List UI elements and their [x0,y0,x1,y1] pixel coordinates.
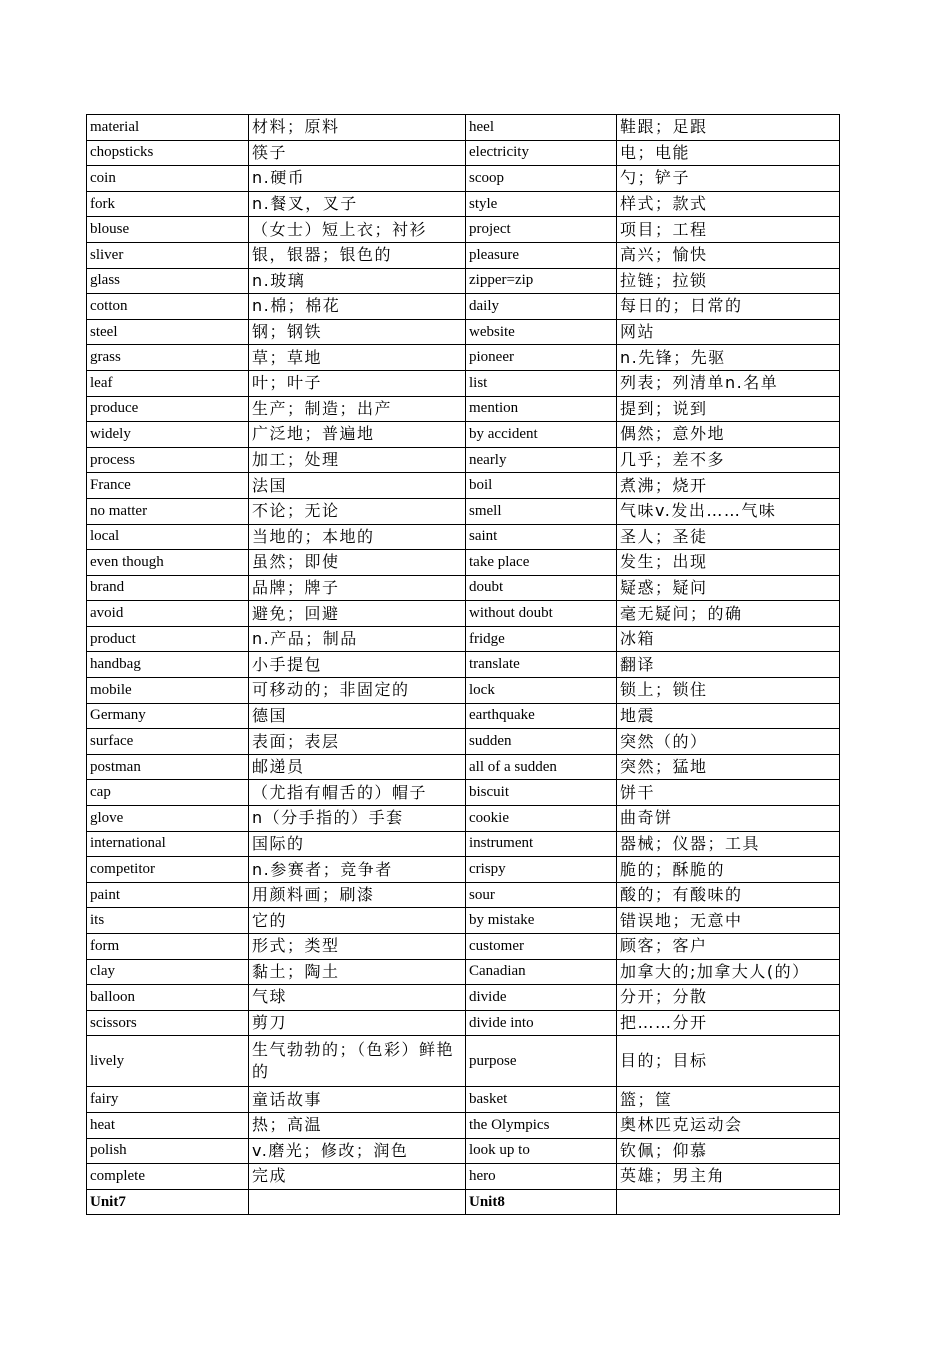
vocabulary-table [86,114,840,1215]
meaning-left-cell: 热；高温 [249,1112,466,1138]
word-right-cell: scoop [466,166,617,192]
word-right-cell: electricity [466,140,617,166]
word-right-cell: biscuit [466,780,617,806]
meaning-right-cell: 提到；说到 [617,396,840,422]
meaning-left-cell: 黏土；陶土 [249,959,466,985]
word-left-cell: competitor [87,857,249,883]
word-right-cell: divide [466,985,617,1011]
word-left-cell: its [87,908,249,934]
meaning-left-cell: n.餐叉，叉子 [249,191,466,217]
meaning-right-cell: 钦佩；仰慕 [617,1138,840,1164]
word-right-cell: instrument [466,831,617,857]
word-left-cell: fork [87,191,249,217]
table-row [87,140,840,166]
meaning-right-cell: 分开；分散 [617,985,840,1011]
word-left-cell: leaf [87,370,249,396]
word-right-cell: zipper=zip [466,268,617,294]
meaning-left-cell: 不论；无论 [249,498,466,524]
table-row [87,447,840,473]
meaning-left-cell: 形式；类型 [249,934,466,960]
meaning-right-cell: 气味v.发出……气味 [617,498,840,524]
meaning-right-cell: n.先锋；先驱 [617,345,840,371]
meaning-left-cell: 完成 [249,1164,466,1190]
word-left-cell: chopsticks [87,140,249,166]
meaning-right-cell: 把……分开 [617,1010,840,1036]
meaning-right-cell: 拉链；拉锁 [617,268,840,294]
meaning-left-cell: 银，银器；银色的 [249,242,466,268]
word-left-cell: grass [87,345,249,371]
meaning-right-cell: 加拿大的;加拿大人(的） [617,959,840,985]
word-left-cell: balloon [87,985,249,1011]
word-left-cell: Germany [87,703,249,729]
meaning-left-cell: n.棉；棉花 [249,294,466,320]
table-row [87,1036,840,1087]
word-right-cell: without doubt [466,601,617,627]
meaning-left-cell: （尤指有帽舌的）帽子 [249,780,466,806]
word-left-cell: complete [87,1164,249,1190]
word-right-cell: list [466,370,617,396]
word-left-cell: form [87,934,249,960]
meaning-right-cell: 电；电能 [617,140,840,166]
meaning-left-cell: 材料；原料 [249,115,466,141]
table-row [87,473,840,499]
word-left-cell: clay [87,959,249,985]
meaning-right-cell: 顾客；客户 [617,934,840,960]
table-row [87,166,840,192]
word-right-cell: style [466,191,617,217]
table-row [87,908,840,934]
table-row [87,524,840,550]
meaning-right-cell: 曲奇饼 [617,806,840,832]
word-left-cell: paint [87,882,249,908]
table-row [87,806,840,832]
table-row [87,626,840,652]
meaning-right-cell: 翻译 [617,652,840,678]
meaning-left-cell: 当地的；本地的 [249,524,466,550]
vocabulary-table-body [87,115,840,1215]
meaning-left-cell: 钢；钢铁 [249,319,466,345]
meaning-right-cell: 高兴；愉快 [617,242,840,268]
word-left-cell: blouse [87,217,249,243]
word-left-cell: handbag [87,652,249,678]
word-right-cell: basket [466,1087,617,1113]
table-row [87,1010,840,1036]
meaning-right-cell: 突然；猛地 [617,754,840,780]
word-right-cell: doubt [466,575,617,601]
word-right-cell: pioneer [466,345,617,371]
meaning-right-cell: 篮；筐 [617,1087,840,1113]
meaning-left-cell: 气球 [249,985,466,1011]
word-left-cell: brand [87,575,249,601]
table-row [87,1138,840,1164]
word-left-cell: scissors [87,1010,249,1036]
meaning-left-cell: n.参赛者；竞争者 [249,857,466,883]
table-row [87,652,840,678]
word-left-cell: lively [87,1036,249,1087]
word-right-cell: take place [466,550,617,576]
word-left-cell: fairy [87,1087,249,1113]
word-left-cell: process [87,447,249,473]
word-left-cell: cap [87,780,249,806]
word-right-cell: translate [466,652,617,678]
word-left-cell: sliver [87,242,249,268]
meaning-left-cell: n.产品；制品 [249,626,466,652]
word-left-cell: even though [87,550,249,576]
word-right-cell: daily [466,294,617,320]
meaning-left-cell: 剪刀 [249,1010,466,1036]
meaning-left-cell: 法国 [249,473,466,499]
word-right-cell: purpose [466,1036,617,1087]
word-left-cell: cotton [87,294,249,320]
table-row [87,319,840,345]
meaning-right-cell: 列表；列清单n.名单 [617,370,840,396]
word-left-cell: widely [87,422,249,448]
table-row [87,985,840,1011]
word-right-cell: mention [466,396,617,422]
word-right-cell: heel [466,115,617,141]
meaning-left-cell: 童话故事 [249,1087,466,1113]
table-row [87,729,840,755]
word-right-cell: all of a sudden [466,754,617,780]
meaning-left-cell: 品牌；牌子 [249,575,466,601]
word-left-cell: postman [87,754,249,780]
word-right-cell: the Olympics [466,1112,617,1138]
word-right-cell: saint [466,524,617,550]
meaning-left-cell: n.玻璃 [249,268,466,294]
word-right-cell: by accident [466,422,617,448]
table-row [87,370,840,396]
word-left-cell: avoid [87,601,249,627]
word-left-cell: Unit7 [87,1189,249,1215]
meaning-left-cell: 它的 [249,908,466,934]
table-row [87,678,840,704]
word-right-cell: sudden [466,729,617,755]
meaning-right-cell: 网站 [617,319,840,345]
table-row [87,345,840,371]
word-right-cell: crispy [466,857,617,883]
meaning-right-cell: 英雄；男主角 [617,1164,840,1190]
table-row [87,882,840,908]
word-left-cell: steel [87,319,249,345]
meaning-left-cell: 叶；叶子 [249,370,466,396]
word-right-cell: divide into [466,1010,617,1036]
word-left-cell: local [87,524,249,550]
table-row [87,754,840,780]
word-right-cell: smell [466,498,617,524]
word-right-cell: fridge [466,626,617,652]
table-row [87,422,840,448]
meaning-left-cell: 表面；表层 [249,729,466,755]
meaning-left-cell: 加工；处理 [249,447,466,473]
word-left-cell: mobile [87,678,249,704]
meaning-left-cell: 邮递员 [249,754,466,780]
meaning-right-cell: 发生；出现 [617,550,840,576]
word-left-cell: produce [87,396,249,422]
meaning-right-cell: 样式；款式 [617,191,840,217]
meaning-left-cell: v.磨光；修改；润色 [249,1138,466,1164]
table-row [87,703,840,729]
word-right-cell: website [466,319,617,345]
word-right-cell: Unit8 [466,1189,617,1215]
word-left-cell: heat [87,1112,249,1138]
word-right-cell: nearly [466,447,617,473]
meaning-right-cell: 每日的；日常的 [617,294,840,320]
word-left-cell: product [87,626,249,652]
word-right-cell: pleasure [466,242,617,268]
meaning-right-cell: 疑惑；疑问 [617,575,840,601]
meaning-right-cell: 脆的；酥脆的 [617,857,840,883]
meaning-left-cell: 小手提包 [249,652,466,678]
word-right-cell: lock [466,678,617,704]
table-row [87,831,840,857]
word-right-cell: sour [466,882,617,908]
table-row [87,1189,840,1215]
meaning-left-cell: 广泛地；普遍地 [249,422,466,448]
word-left-cell: glove [87,806,249,832]
word-right-cell: project [466,217,617,243]
meaning-right-cell: 奥林匹克运动会 [617,1112,840,1138]
meaning-right-cell: 冰箱 [617,626,840,652]
word-right-cell: customer [466,934,617,960]
word-right-cell: Canadian [466,959,617,985]
meaning-left-cell: 生气勃勃的；（色彩）鲜艳的 [249,1036,466,1087]
meaning-left-cell: 避免；回避 [249,601,466,627]
word-left-cell: international [87,831,249,857]
meaning-left-cell [249,1189,466,1215]
meaning-right-cell: 偶然；意外地 [617,422,840,448]
table-row [87,217,840,243]
word-left-cell: polish [87,1138,249,1164]
table-row [87,934,840,960]
meaning-left-cell: 国际的 [249,831,466,857]
word-right-cell: look up to [466,1138,617,1164]
meaning-left-cell: 生产；制造；出产 [249,396,466,422]
meaning-right-cell: 错误地；无意中 [617,908,840,934]
word-right-cell: cookie [466,806,617,832]
meaning-left-cell: n（分手指的）手套 [249,806,466,832]
word-left-cell: material [87,115,249,141]
word-right-cell: by mistake [466,908,617,934]
meaning-left-cell: 用颜料画；刷漆 [249,882,466,908]
table-row [87,1087,840,1113]
word-left-cell: France [87,473,249,499]
meaning-left-cell: （女士）短上衣；衬衫 [249,217,466,243]
meaning-left-cell: 可移动的；非固定的 [249,678,466,704]
word-right-cell: hero [466,1164,617,1190]
word-left-cell: glass [87,268,249,294]
meaning-right-cell: 圣人；圣徒 [617,524,840,550]
meaning-left-cell: 筷子 [249,140,466,166]
meaning-right-cell: 毫无疑问；的确 [617,601,840,627]
table-row [87,242,840,268]
meaning-right-cell: 鞋跟；足跟 [617,115,840,141]
word-left-cell: no matter [87,498,249,524]
meaning-right-cell: 几乎；差不多 [617,447,840,473]
table-row [87,959,840,985]
table-row [87,396,840,422]
table-row [87,857,840,883]
table-row [87,294,840,320]
meaning-right-cell: 项目；工程 [617,217,840,243]
meaning-left-cell: 虽然；即使 [249,550,466,576]
table-row [87,780,840,806]
meaning-right-cell: 锁上；锁住 [617,678,840,704]
meaning-right-cell: 地震 [617,703,840,729]
word-left-cell: surface [87,729,249,755]
table-row [87,550,840,576]
meaning-right-cell: 煮沸；烧开 [617,473,840,499]
word-right-cell: earthquake [466,703,617,729]
table-row [87,1164,840,1190]
meaning-right-cell [617,1189,840,1215]
table-row [87,268,840,294]
meaning-right-cell: 勺；铲子 [617,166,840,192]
table-row [87,1112,840,1138]
table-row [87,601,840,627]
meaning-left-cell: 草；草地 [249,345,466,371]
meaning-left-cell: n.硬币 [249,166,466,192]
word-left-cell: coin [87,166,249,192]
meaning-right-cell: 酸的；有酸味的 [617,882,840,908]
table-row [87,115,840,141]
word-right-cell: boil [466,473,617,499]
meaning-left-cell: 德国 [249,703,466,729]
meaning-right-cell: 突然（的） [617,729,840,755]
meaning-right-cell: 目的；目标 [617,1036,840,1087]
table-row [87,575,840,601]
meaning-right-cell: 器械；仪器；工具 [617,831,840,857]
table-row [87,498,840,524]
meaning-right-cell: 饼干 [617,780,840,806]
table-row [87,191,840,217]
